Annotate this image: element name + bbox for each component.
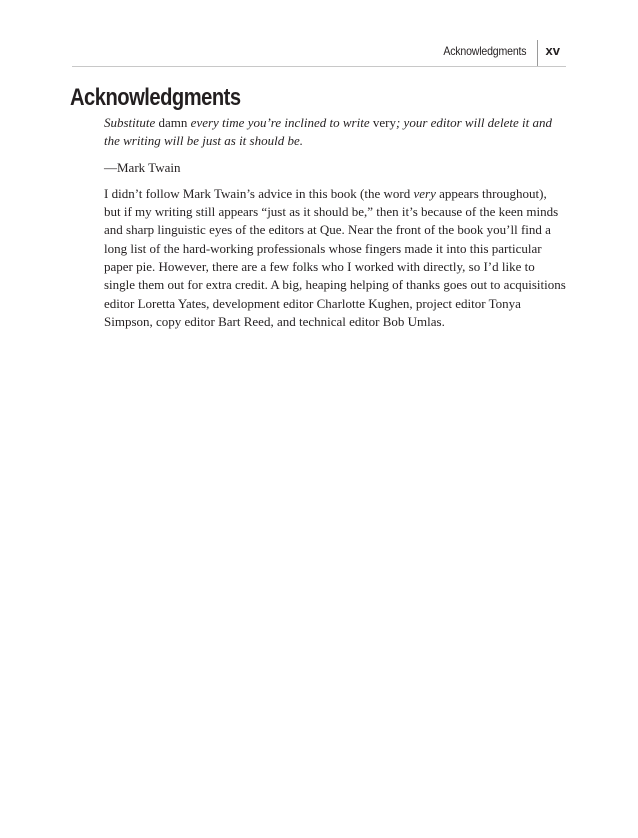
body-paragraph <box>104 185 566 331</box>
epigraph-part-5: ; your editor will delete it and the writing will be just as it should be. <box>104 115 552 149</box>
epigraph-part-2: damn <box>155 115 191 130</box>
epigraph-part-4: very <box>369 115 396 130</box>
body-segment-2: appears throughout), but if my writing still appears “just as it should be,” then it’s because of the keen minds and sharp linguistic eyes of the editors at Que. Near the front of the book you’ll find a long list of the hard-working professionals whose fingers made it into this particular paper pie. However, there are a few folks who I worked with directly, so I’d like to single them out for extra credit. A big, heaping helping of thanks goes out to acquisitions editor Loretta Yates, development editor Charlotte Kughen, project editor Tonya Simpson, copy editor Bart Reed, and technical editor Bob Umlas. <box>104 185 566 329</box>
body-segment-1: I didn’t follow Mark Twain’s advice in this book (the word <box>104 185 414 201</box>
running-head <box>72 38 566 67</box>
running-head-divider <box>537 40 538 66</box>
running-head-section: Acknowledgments <box>442 44 526 58</box>
body-emphasis: very <box>413 185 436 201</box>
chapter-title: Acknowledgments <box>70 84 241 111</box>
epigraph-attribution: —Mark Twain <box>104 159 181 175</box>
page-content <box>104 114 566 339</box>
epigraph-quote <box>104 114 566 151</box>
epigraph-part-3: every time you’re inclined to write <box>190 115 370 130</box>
epigraph-part-1: Substitute <box>104 115 156 130</box>
page-number: xv <box>545 43 560 58</box>
